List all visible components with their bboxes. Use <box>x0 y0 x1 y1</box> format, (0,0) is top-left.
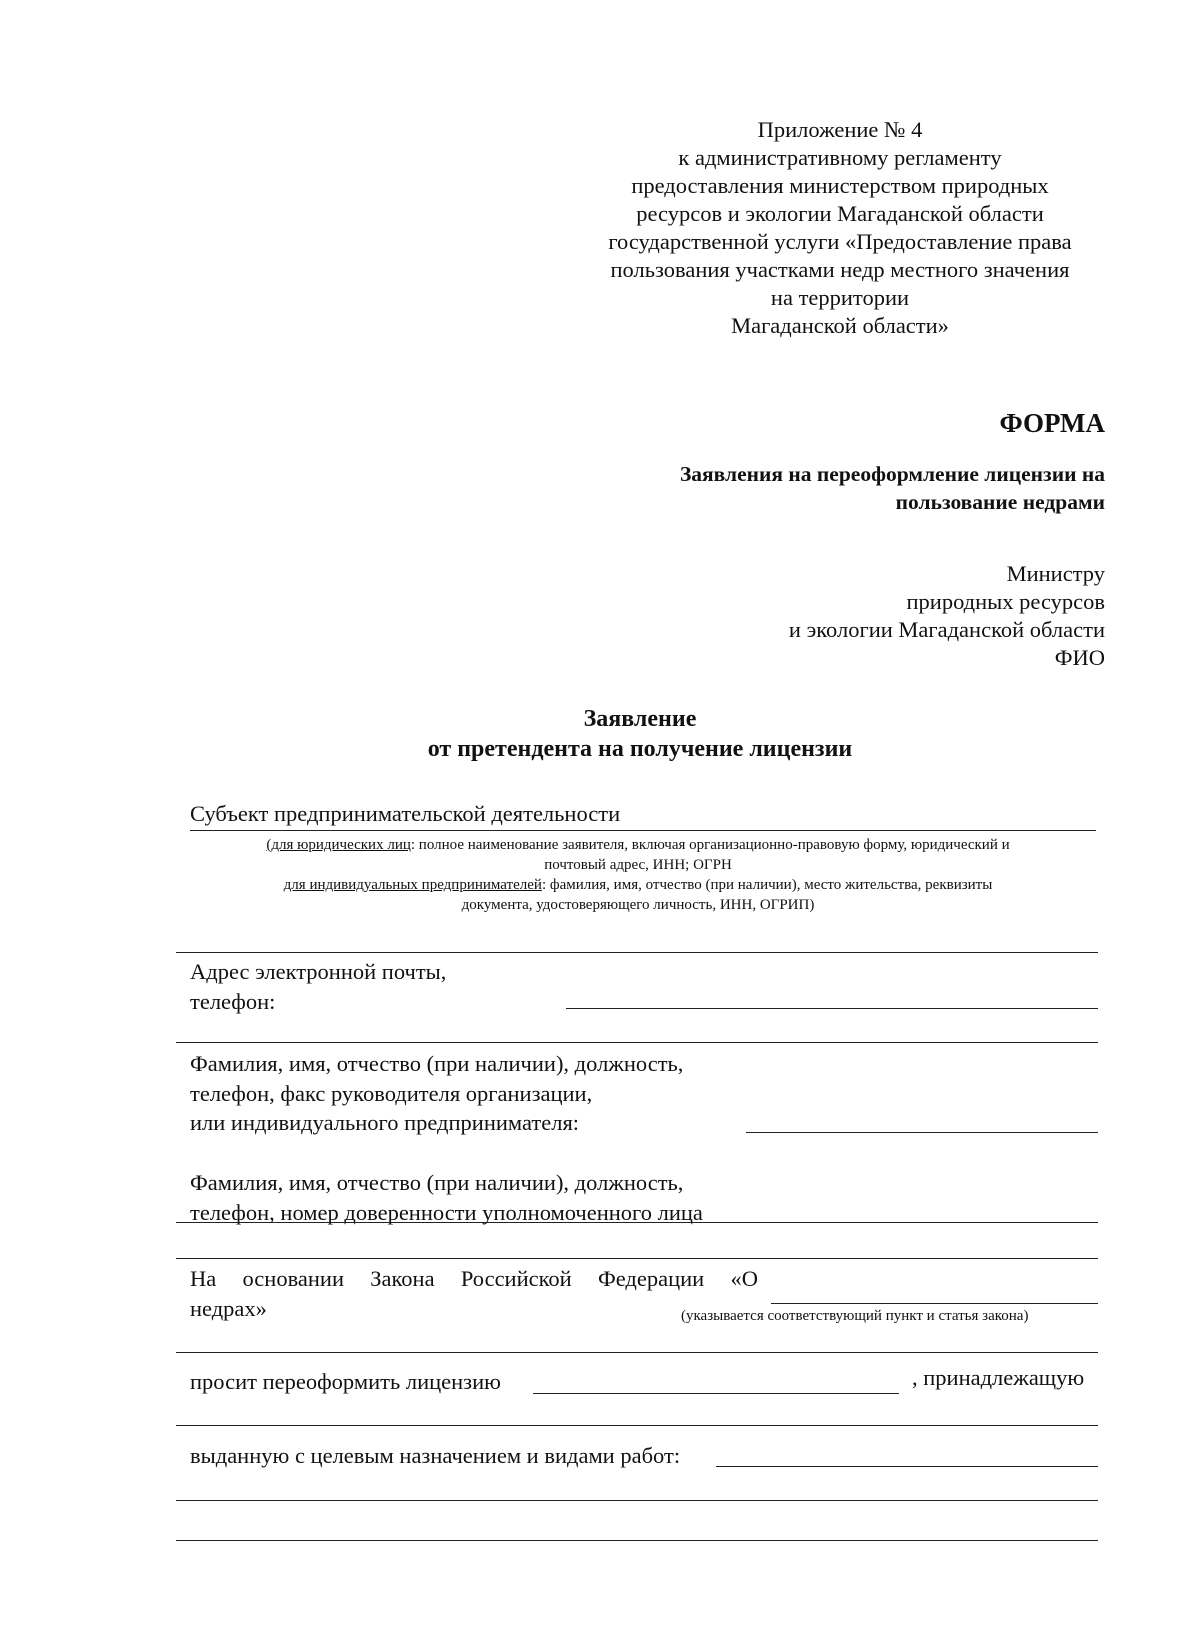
basis-word: Закона <box>370 1266 435 1291</box>
head-label-line: Фамилия, имя, отчество (при наличии), должность, <box>190 1051 684 1076</box>
purpose-field-line-3[interactable] <box>176 1540 1098 1541</box>
annex-line: на территории <box>770 285 910 310</box>
phone-label: телефон: <box>190 989 276 1014</box>
subject-note-line: почтовый адрес, ИНН; ОГРН <box>544 857 732 873</box>
annex-line: государственной услуги «Предоставление права <box>608 229 1072 254</box>
statement-title <box>180 704 1100 764</box>
basis-hint: (указывается соответствующий пункт и статья закона) <box>681 1308 1029 1324</box>
annex-line: к административному регламенту <box>678 145 1002 170</box>
addressee-line: ФИО <box>1054 645 1105 670</box>
basis-word: На <box>190 1266 217 1291</box>
statement-title-line: Заявление <box>583 706 697 732</box>
addressee-line: Министру <box>1006 561 1105 586</box>
license-number-field-line[interactable] <box>533 1393 899 1394</box>
basis-field-line[interactable] <box>771 1303 1098 1304</box>
form-title <box>585 460 1105 516</box>
note-ip-text: : фамилия, имя, отчество (при наличии), место жительства, реквизиты <box>541 877 993 893</box>
basis-word: Российской <box>460 1266 572 1291</box>
annex-line: пользования участками недр местного значения <box>610 257 1070 282</box>
basis-field-line-2[interactable] <box>176 1352 1098 1353</box>
head-field-line[interactable] <box>746 1132 1098 1133</box>
purpose-label: выданную с целевым назначением и видами работ: <box>190 1443 681 1468</box>
form-title-line: пользование недрами <box>895 490 1105 514</box>
addressee-line: природных ресурсов <box>906 589 1105 614</box>
subject-note <box>178 835 1098 915</box>
addressee <box>605 560 1105 672</box>
annex-header <box>590 116 1090 340</box>
subject-label: Субъект предпринимательской деятельности <box>190 801 621 826</box>
basis-label-line2: недрах» <box>190 1296 267 1321</box>
subject-note-line <box>178 875 1098 895</box>
annex-line: Приложение № 4 <box>757 117 923 142</box>
annex-line: Магаданской области» <box>731 313 949 338</box>
email-phone-field-line[interactable] <box>566 1008 1098 1009</box>
authorized-field-line[interactable] <box>176 1222 1098 1223</box>
basis-label-row <box>190 1265 758 1293</box>
note-ip-prefix: для индивидуальных предпринимателей <box>283 877 542 893</box>
email-phone-field-line-2[interactable] <box>176 1042 1098 1043</box>
statement-subtitle-line: от претендента на получение лицензии <box>427 736 853 762</box>
form-title-line: Заявления на переоформление лицензии на <box>679 462 1105 486</box>
addressee-line: и экологии Магаданской области <box>788 617 1105 642</box>
authorized-label-line: Фамилия, имя, отчество (при наличии), должность, <box>190 1170 684 1195</box>
purpose-field-line-2[interactable] <box>176 1500 1098 1501</box>
subject-field-line-2[interactable] <box>176 952 1098 953</box>
note-legal-text: : полное наименование заявителя, включая организационно-правовую форму, юридический и <box>410 837 1010 853</box>
note-legal-prefix: (для юридических лиц <box>266 837 411 853</box>
basis-word: «О <box>730 1266 758 1291</box>
subject-note-line: документа, удостоверяющего личность, ИНН, ОГРИП) <box>461 897 815 913</box>
purpose-field-line[interactable] <box>716 1466 1098 1467</box>
basis-word: Федерации <box>597 1266 705 1291</box>
head-label-line: телефон, факс руководителя организации, <box>190 1081 593 1106</box>
subject-note-line <box>178 835 1098 855</box>
reissue-suffix: , принадлежащую <box>912 1365 1085 1390</box>
annex-line: предоставления министерством природных <box>631 173 1049 198</box>
subject-field-line[interactable] <box>190 830 1096 831</box>
authorized-field-line-2[interactable] <box>176 1258 1098 1259</box>
head-label-line: или индивидуального предпринимателя: <box>190 1110 580 1135</box>
authorized-label-line: телефон, номер доверенности уполномоченного лица <box>190 1200 703 1225</box>
reissue-label: просит переоформить лицензию <box>190 1369 501 1394</box>
owner-field-line[interactable] <box>176 1425 1098 1426</box>
annex-line: ресурсов и экологии Магаданской области <box>636 201 1044 226</box>
form-label: ФОРМА <box>999 408 1105 438</box>
email-label: Адрес электронной почты, <box>190 959 447 984</box>
basis-word: основании <box>242 1266 345 1291</box>
